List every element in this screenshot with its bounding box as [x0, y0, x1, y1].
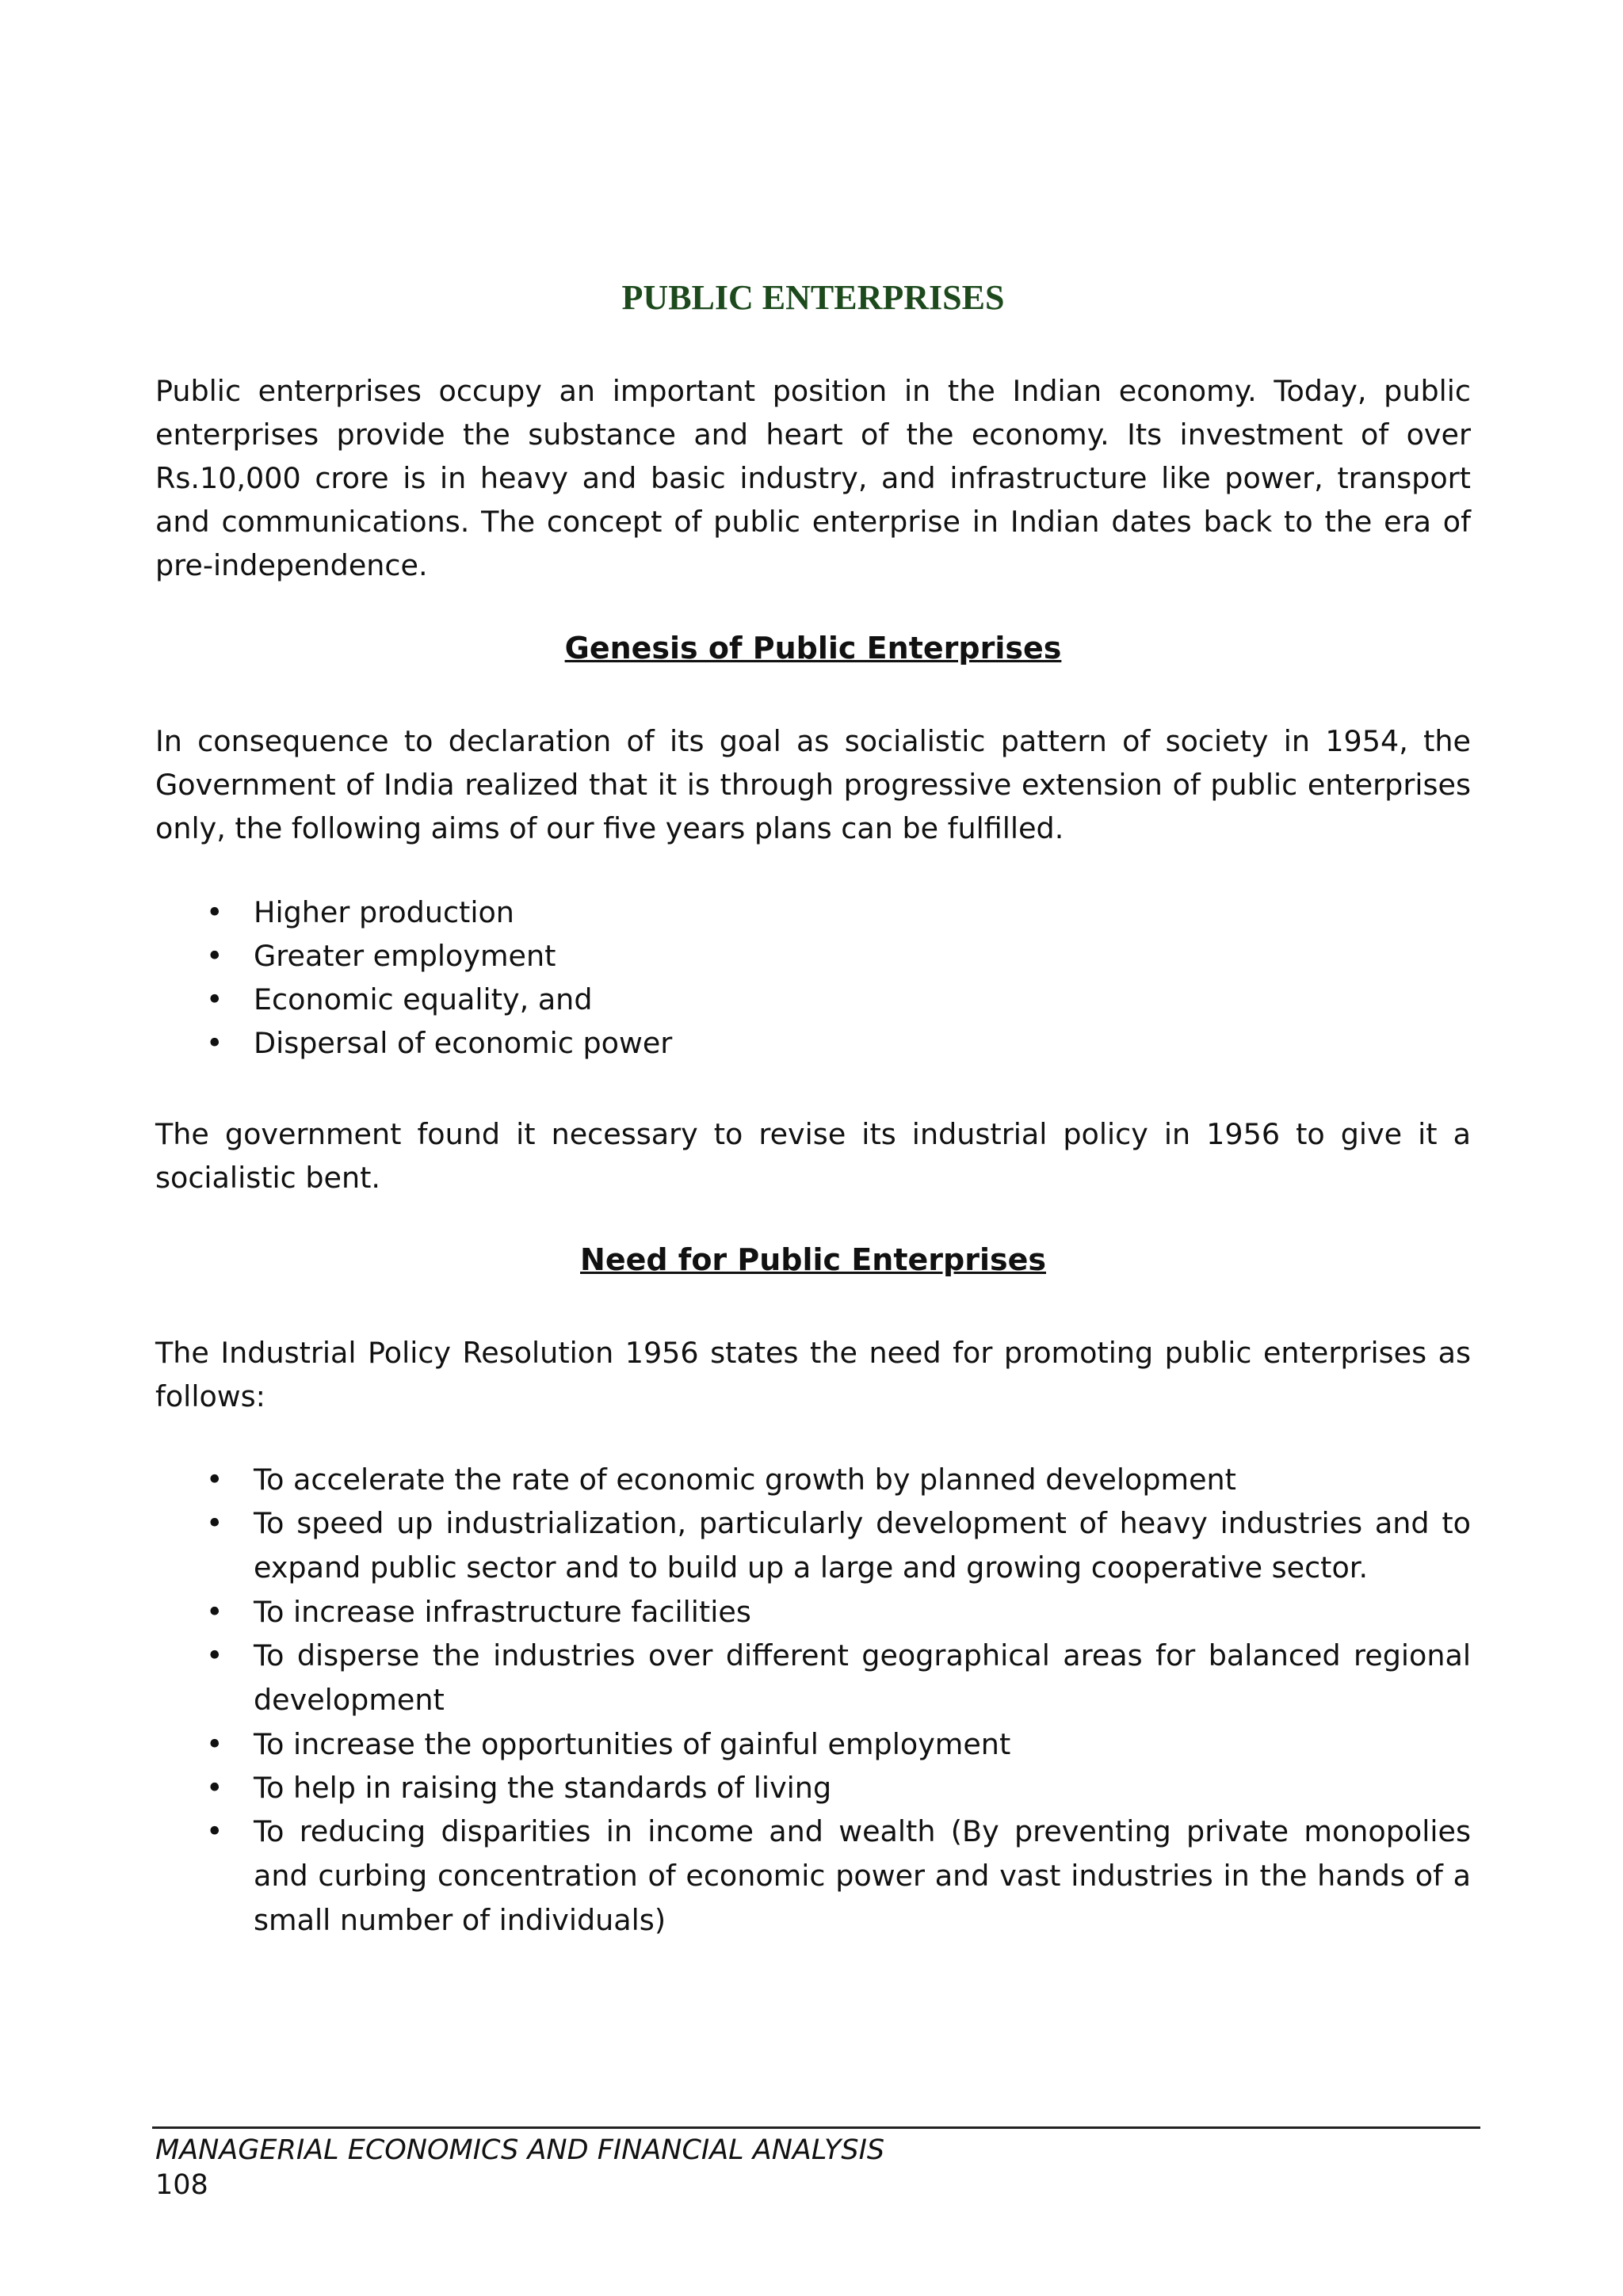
footer-book-title: MANAGERIAL ECONOMICS AND FINANCIAL ANALYSIS — [155, 2134, 885, 2166]
page-title: PUBLIC ENTERPRISES — [621, 278, 1005, 317]
bullet-icon: • — [206, 982, 223, 1016]
bullet-icon: • — [206, 895, 223, 929]
list-item: • Economic equality, and — [155, 978, 1471, 1021]
bullet-icon: • — [206, 1727, 223, 1761]
bullet-icon: • — [206, 1595, 223, 1629]
list-item: • To disperse the industries over different geographical areas for balanced regional development — [155, 1634, 1471, 1722]
bullet-icon: • — [206, 1463, 223, 1497]
list-item: • To accelerate the rate of economic growth by planned development — [155, 1458, 1471, 1501]
list-item: • To speed up industrialization, particularly development of heavy industries and to expand public sector and to build up a large and growing cooperative sector. — [155, 1501, 1471, 1590]
need-list — [155, 1458, 1471, 1943]
aims-list — [155, 891, 1471, 1065]
bullet-icon: • — [206, 1771, 223, 1805]
genesis-paragraph: In consequence to declaration of its goal as socialistic pattern of society in 1954, the Government of India realized that it is through progressive extension of public enterprises only, the following aims of our five years plans can be fulfilled. — [155, 724, 1471, 845]
footer-divider — [152, 2126, 1480, 2129]
need-paragraph: The Industrial Policy Resolution 1956 states the need for promoting public enterprises as follows: — [155, 1336, 1471, 1413]
bullet-icon: • — [206, 1638, 223, 1672]
list-item: • To reducing disparities in income and wealth (By preventing private monopolies and curbing concentration of economic power and vast industries in the hands of a small number of individuals) — [155, 1810, 1471, 1943]
bullet-icon: • — [206, 1026, 223, 1060]
list-item: • Dispersal of economic power — [155, 1021, 1471, 1065]
page-number: 108 — [155, 2169, 208, 2201]
bullet-icon: • — [206, 939, 223, 973]
list-item: • To help in raising the standards of living — [155, 1766, 1471, 1810]
genesis-closing-paragraph: The government found it necessary to revise its industrial policy in 1956 to give it a socialistic bent. — [155, 1117, 1471, 1195]
list-item: • To increase the opportunities of gainful employment — [155, 1722, 1471, 1766]
genesis-heading: Genesis of Public Enterprises — [564, 631, 1062, 666]
list-item: • Higher production — [155, 891, 1471, 934]
need-heading: Need for Public Enterprises — [580, 1242, 1046, 1277]
intro-paragraph: Public enterprises occupy an important position in the Indian economy. Today, public enterprises provide the substance and heart of the economy. Its investment of over Rs.10,000 crore is in heavy and basic industry, and infrastructure like power, transport and communications. The concept of public enterprise in Indian dates back to the era of pre-independence. — [155, 374, 1471, 582]
list-item: • Greater employment — [155, 934, 1471, 978]
bullet-icon: • — [206, 1506, 223, 1540]
list-item: • To increase infrastructure facilities — [155, 1590, 1471, 1634]
bullet-icon: • — [206, 1814, 223, 1848]
